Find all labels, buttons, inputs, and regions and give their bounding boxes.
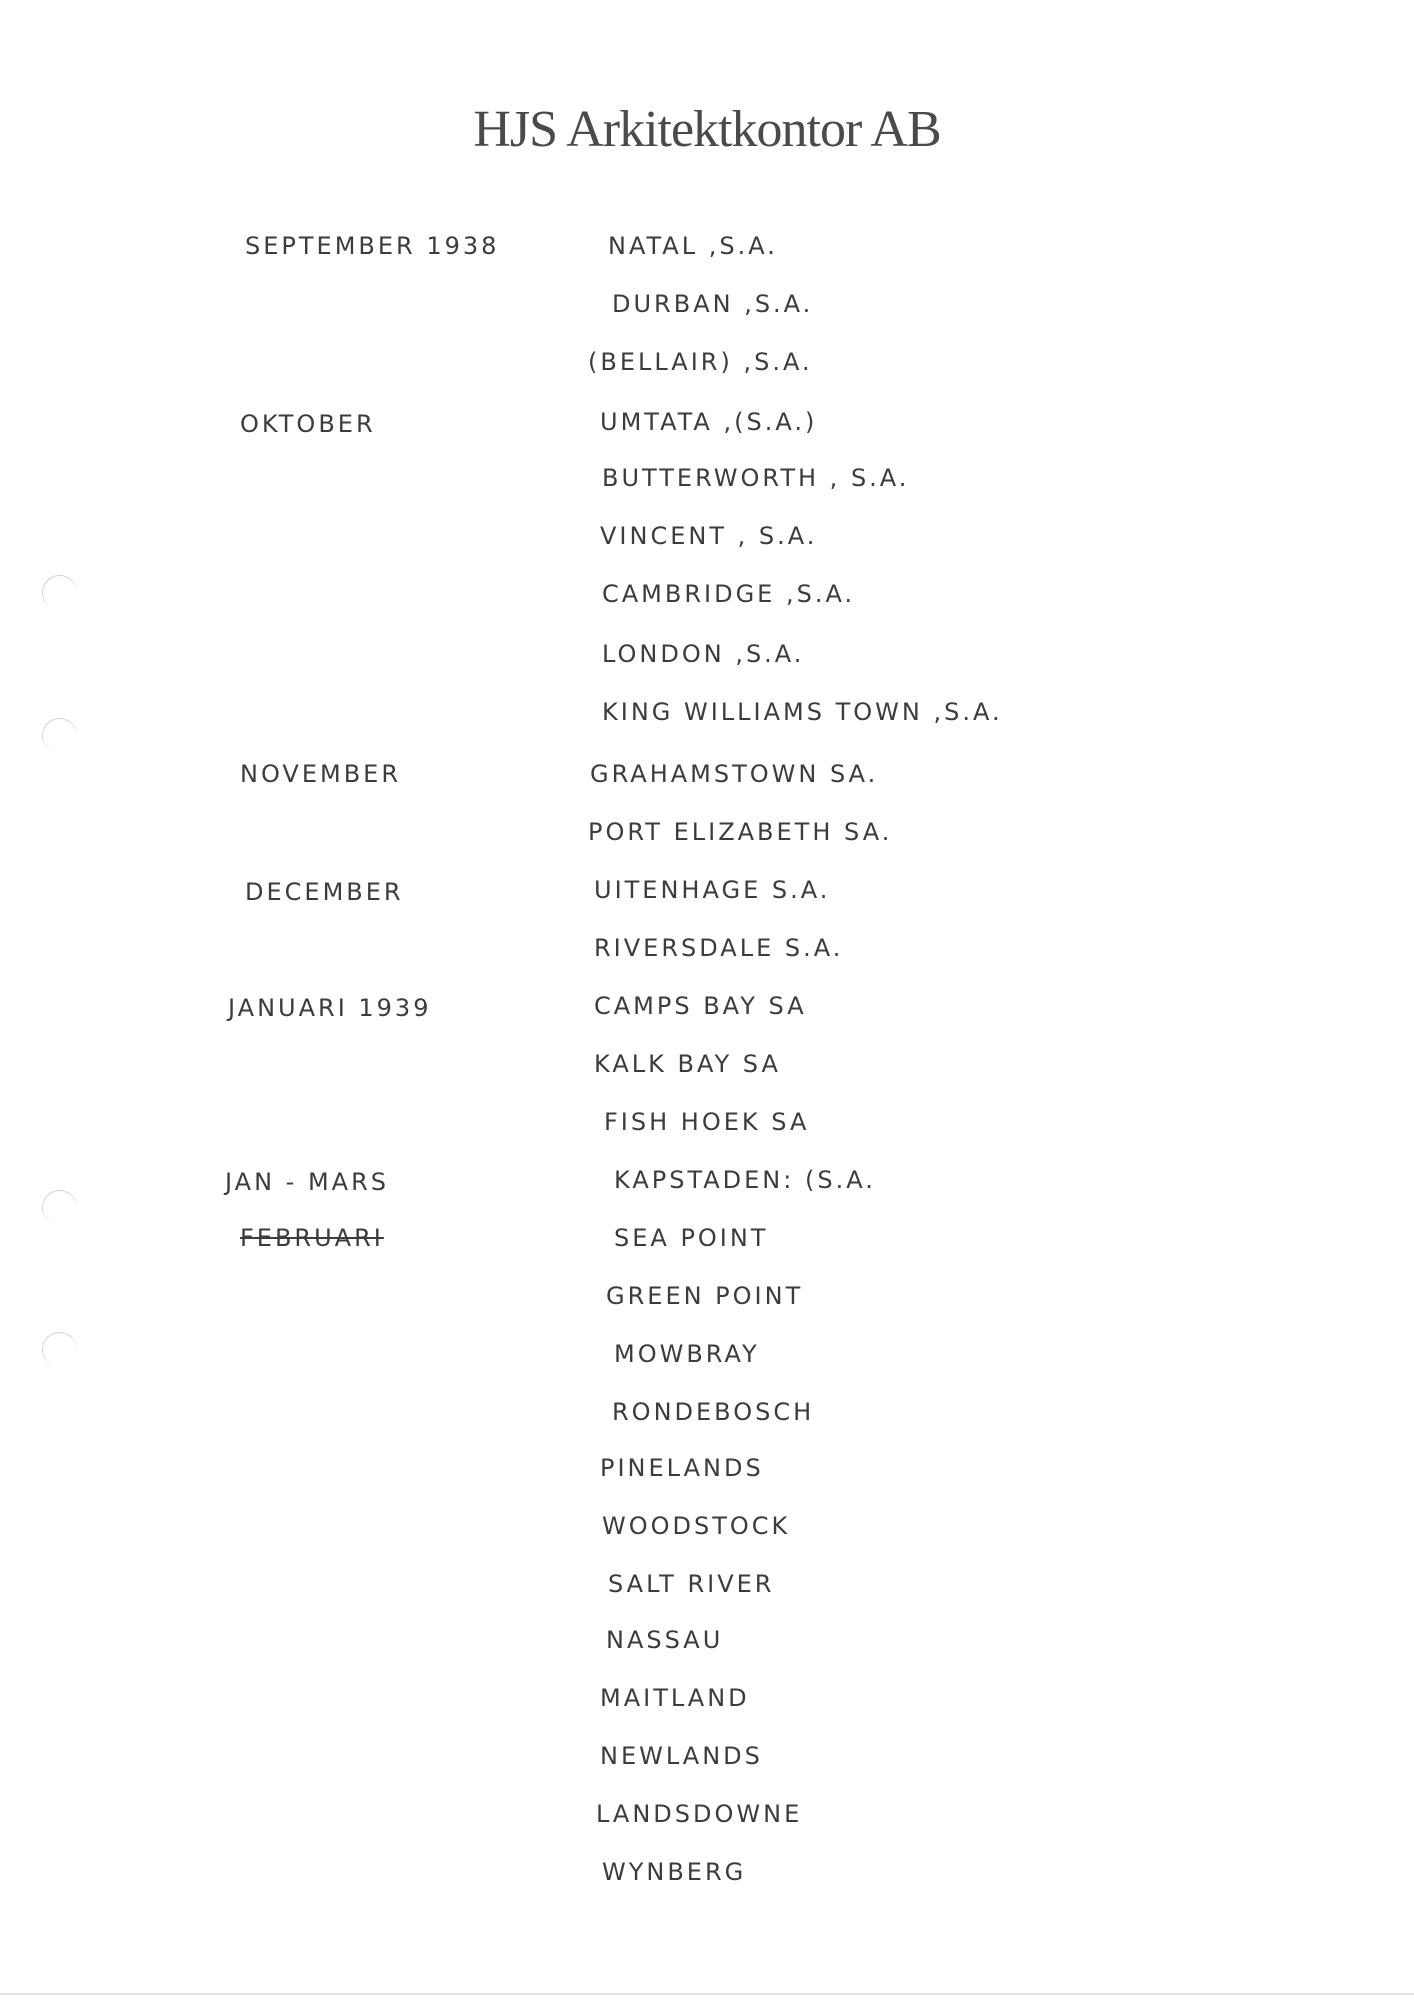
place-list-item: KAPSTADEN: (S.A. — [614, 1166, 876, 1194]
place-list-item: GREEN POINT — [606, 1282, 804, 1310]
punch-hole-mark — [38, 571, 81, 614]
place-list-item: GRAHAMSTOWN SA. — [590, 760, 879, 788]
place-list-item: RIVERSDALE S.A. — [594, 934, 844, 962]
place-list-item: RONDEBOSCH — [612, 1398, 815, 1426]
punch-hole-mark — [38, 1186, 81, 1229]
place-list-item: DURBAN ,S.A. — [612, 290, 814, 318]
place-list-item: PORT ELIZABETH SA. — [588, 818, 893, 846]
place-list-item: SALT RIVER — [608, 1570, 775, 1598]
place-list-item: KALK BAY SA — [594, 1050, 781, 1078]
place-list-item: UMTATA ,(S.A.) — [600, 408, 818, 436]
date-oktober: OKTOBER — [240, 410, 376, 438]
punch-hole-mark — [38, 714, 81, 757]
date-jan-mars: JAN - MARS — [225, 1168, 389, 1196]
place-list-item: PINELANDS — [600, 1454, 764, 1482]
place-list-item: VINCENT , S.A. — [600, 522, 818, 550]
place-list-item: CAMPS BAY SA — [594, 992, 807, 1020]
place-list-item: NATAL ,S.A. — [608, 232, 778, 260]
place-list-item: MOWBRAY — [614, 1340, 760, 1368]
place-list-item: NASSAU — [606, 1626, 724, 1654]
place-list-item: WYNBERG — [602, 1858, 747, 1886]
place-list-item: LONDON ,S.A. — [602, 640, 805, 668]
place-list-item: UITENHAGE S.A. — [594, 876, 831, 904]
date-januari-1939: JANUARI 1939 — [228, 994, 432, 1022]
place-list-item: CAMBRIDGE ,S.A. — [602, 580, 856, 608]
date-december: DECEMBER — [245, 878, 404, 906]
place-list-item: KING WILLIAMS TOWN ,S.A. — [602, 698, 1003, 726]
date-februari-struck: FEBRUARI — [240, 1224, 384, 1252]
place-list-item: FISH HOEK SA — [604, 1108, 810, 1136]
place-list-item: LANDSDOWNE — [596, 1800, 803, 1828]
date-november: NOVEMBER — [240, 760, 402, 788]
place-list-item: BUTTERWORTH , S.A. — [602, 464, 910, 492]
date-september-1938: SEPTEMBER 1938 — [245, 232, 500, 260]
place-list-item: (BELLAIR) ,S.A. — [588, 348, 813, 376]
page-edge — [0, 1993, 1414, 1995]
punch-hole-mark — [38, 1328, 81, 1371]
place-list-item: WOODSTOCK — [602, 1512, 791, 1540]
place-list-item: MAITLAND — [600, 1684, 750, 1712]
letterhead: HJS Arkitektkontor AB — [473, 101, 941, 158]
place-list-item: SEA POINT — [614, 1224, 769, 1252]
place-list-item: NEWLANDS — [600, 1742, 763, 1770]
